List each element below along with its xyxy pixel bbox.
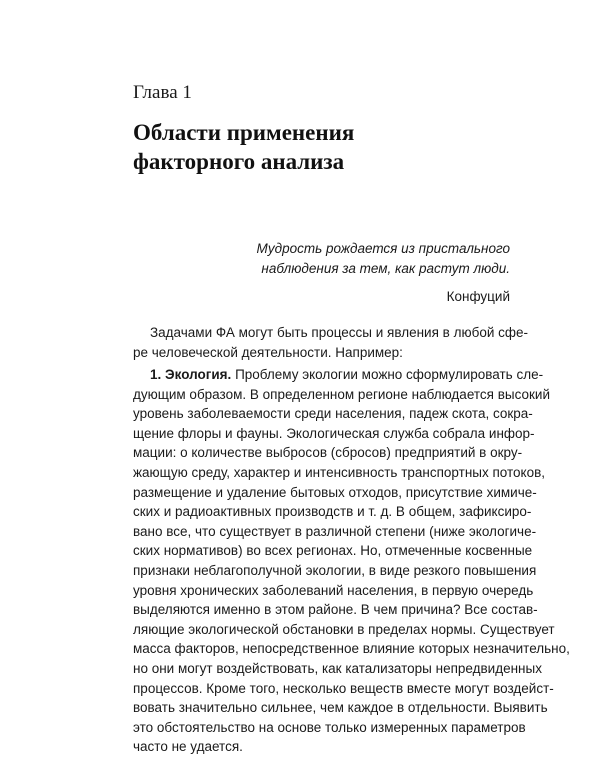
epigraph-author: Конфуций xyxy=(446,289,510,304)
paragraph-line: это обстоятельство на основе только измеренных параметров xyxy=(133,719,526,735)
epigraph xyxy=(210,239,510,307)
paragraph-line: масса факторов, непосредственное влияние которых незначительно, xyxy=(133,641,570,657)
ecology-paragraph xyxy=(133,365,570,757)
paragraph-line: ских и радиоактивных производств и т. д. В общем, зафиксиро- xyxy=(133,504,532,520)
paragraph-line: размещение и удаление бытовых отходов, присутствие химиче- xyxy=(133,484,537,500)
paragraph-line: дующим образом. В определенном регионе наблюдается высокий xyxy=(133,386,550,402)
paragraph-line: вовать значительно сильнее, чем каждое в отдельности. Выявить xyxy=(133,700,548,716)
paragraph-line: вано все, что существует в различной степени (ниже экологиче- xyxy=(133,523,537,539)
paragraph-line: жающую среду, характер и интенсивность транспортных потоков, xyxy=(133,464,546,480)
paragraph-line: щение флоры и фауны. Экологическая служба собрала инфор- xyxy=(133,425,535,441)
paragraph-line: мации: о количестве выбросов (сбросов) предприятий в окру- xyxy=(133,445,523,461)
intro-paragraph xyxy=(133,323,528,362)
paragraph-line: уровня хронических заболеваний населения, в первую очередь xyxy=(133,582,534,598)
epigraph-quote-line: наблюдения за тем, как растут люди. xyxy=(261,261,510,276)
paragraph-line: ских нормативов) во всех регионах. Но, отмеченные косвенные xyxy=(133,543,533,559)
paragraph-first-line xyxy=(133,365,544,385)
chapter-title-line: факторного анализа xyxy=(133,149,345,174)
section-heading: 1. Экология. xyxy=(150,367,232,382)
chapter-title-line: Области применения xyxy=(133,120,355,145)
paragraph-line: Задачами ФА могут быть процессы и явления в любой сфе- xyxy=(150,325,528,340)
paragraph-line: уровень заболеваемости среди населения, падеж скота, сокра- xyxy=(133,406,533,422)
epigraph-quote-line: Мудрость рождается из пристального xyxy=(256,241,510,256)
paragraph-line: признаки неблагополучной экологии, в виде резкого повышения xyxy=(133,562,537,578)
paragraph-line: ляющие экологической обстановки в пределах нормы. Существует xyxy=(133,621,555,637)
paragraph-line: часто не удается. xyxy=(133,739,243,755)
chapter-label: Глава 1 xyxy=(133,82,192,103)
paragraph-line: процессов. Кроме того, несколько веществ вместе могут воздейст- xyxy=(133,680,554,696)
paragraph-line-rest: Проблему экологии можно сформулировать сле- xyxy=(235,367,544,382)
chapter-title xyxy=(133,118,354,176)
paragraph-line: ре человеческой деятельности. Например: xyxy=(133,344,403,360)
paragraph-line: но они могут воздействовать, как катализаторы непредвиденных xyxy=(133,660,542,676)
paragraph-line: выделяются именно в этом районе. В чем причина? Все состав- xyxy=(133,602,538,618)
